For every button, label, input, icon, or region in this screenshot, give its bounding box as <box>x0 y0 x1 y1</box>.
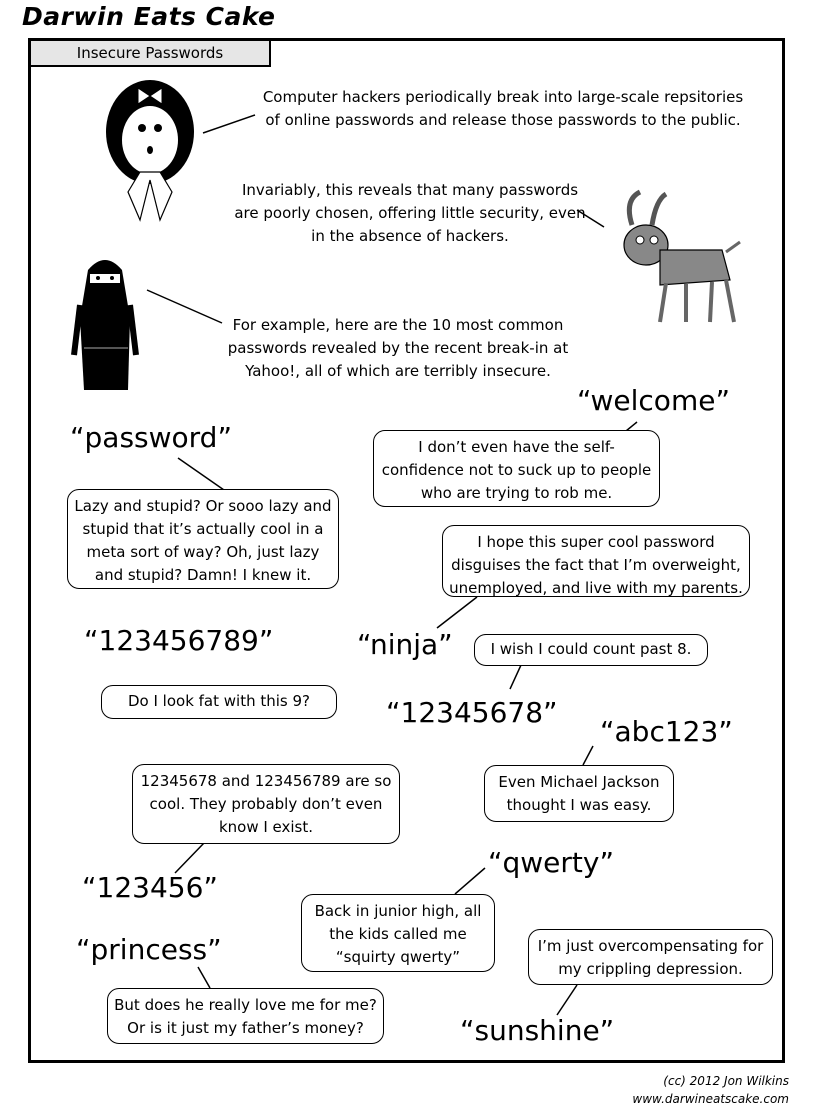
speech-bubble: Do I look fat with this 9? <box>101 685 337 719</box>
speech-bubble: 12345678 and 123456789 are so cool. They probably don’t even know I exist. <box>132 764 400 844</box>
password-label: “ninja” <box>357 628 453 661</box>
girl-character-icon <box>106 80 194 220</box>
narration-1: Computer hackers periodically break into large-scale repsitories of online passwords and release those passwords to the public. <box>262 88 744 129</box>
password-label: “welcome” <box>577 384 730 417</box>
speech-bubble: Back in junior high, all the kids called me “squirty qwerty” <box>301 894 495 972</box>
strip-title-tab: Insecure Passwords <box>31 41 271 67</box>
credit-line: (cc) 2012 Jon Wilkins <box>663 1074 789 1088</box>
comic-site-title: Darwin Eats Cake <box>22 2 276 31</box>
speech-bubble: I wish I could count past 8. <box>474 634 708 666</box>
password-label: “qwerty” <box>488 846 614 879</box>
password-label: “123456” <box>82 871 218 904</box>
narration-3: For example, here are the 10 most common passwords revealed by the recent break-in at Yahoo!, all of which are terribly insecure. <box>227 316 569 380</box>
password-label: “12345678” <box>386 696 558 729</box>
narration-2: Invariably, this reveals that many passwords are poorly chosen, offering little security, even in the absence of hackers. <box>234 181 586 245</box>
speech-bubble: Even Michael Jackson thought I was easy. <box>484 765 674 822</box>
speech-bubble: I’m just overcompensating for my crippling depression. <box>528 929 773 985</box>
speech-bubble: But does he really love me for me? Or is it just my father’s money? <box>107 988 384 1044</box>
password-label: “123456789” <box>84 624 274 657</box>
speech-bubble: Lazy and stupid? Or sooo lazy and stupid that it’s actually cool in a meta sort of way? Oh, just lazy and stupid? Damn! I knew it. <box>67 489 339 589</box>
speech-bubble: I don’t even have the self-confidence not to suck up to people who are trying to rob me. <box>373 430 660 507</box>
password-label: “password” <box>70 421 232 454</box>
password-label: “princess” <box>76 933 222 966</box>
ninja-character-icon <box>74 260 136 390</box>
credit-url: www.darwineatscake.com <box>632 1092 789 1106</box>
speech-bubble: I hope this super cool password disguises the fact that I’m overweight, unemployed, and live with my parents. <box>442 525 750 597</box>
password-label: “sunshine” <box>460 1014 615 1047</box>
password-label: “abc123” <box>600 715 733 748</box>
goat-character-icon <box>624 192 740 322</box>
